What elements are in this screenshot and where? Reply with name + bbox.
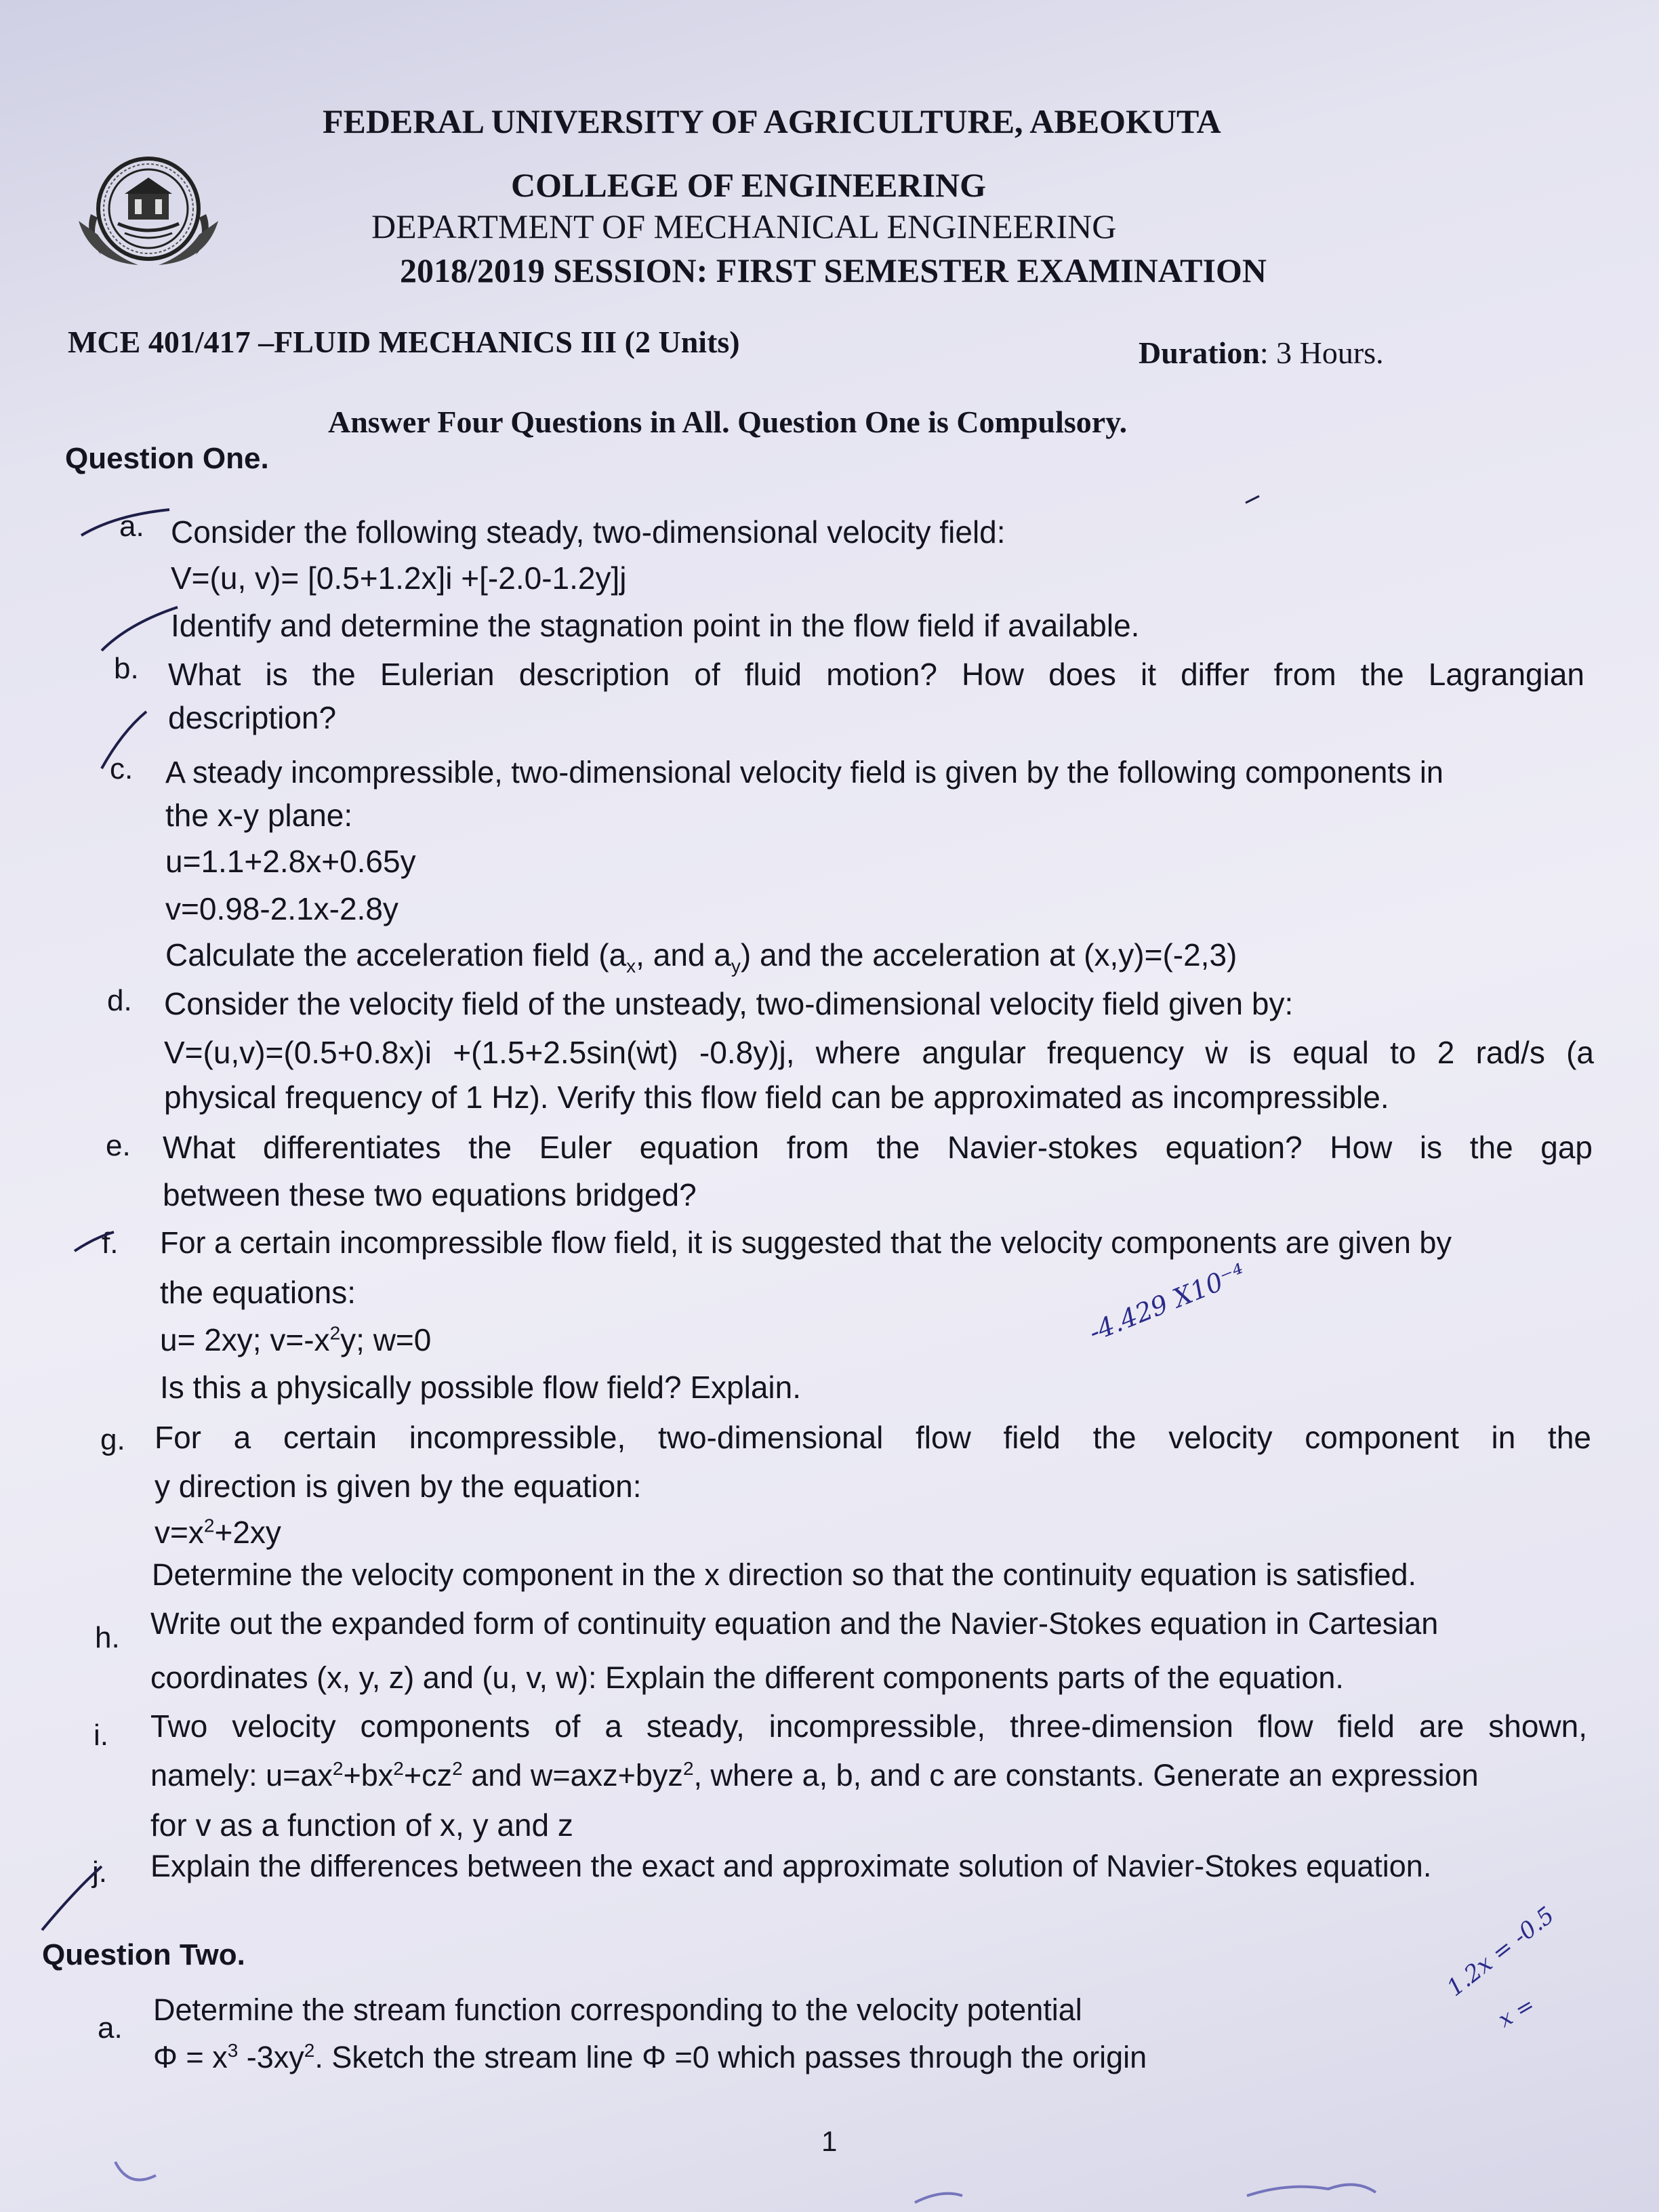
handwritten-note: 1.2x = -0.5 — [1441, 1902, 1560, 2002]
handwritten-note: x = — [1494, 1991, 1539, 2033]
college-name: COLLEGE OF ENGINEERING — [511, 166, 987, 204]
question-one-title: Question One. — [65, 442, 269, 475]
question-two-title: Question Two. — [42, 1938, 245, 1971]
q1-g-equation: $v=x^2+2xy$ — [155, 1515, 281, 1550]
q1-h-label: h. — [95, 1621, 120, 1654]
q2-a-equation: $\Phi = x^3$ $-3xy^2$. Sketch the stream line Φ =0 which passes through the origin — [153, 2040, 1147, 2074]
q1-c-u-equation: u=1.1+2.8x+0.65y — [165, 844, 416, 879]
duration-value: : 3 Hours. — [1259, 335, 1384, 370]
course-title: MCE 401/417 –FLUID MECHANICS III (2 Units) — [68, 325, 740, 359]
q1-j-label: j. — [92, 1856, 107, 1889]
q1-f-text: For a certain incompressible flow field, it is suggested that the velocity components are given by — [160, 1225, 1452, 1260]
q1-d-text-3: physical frequency of 1 Hz). Verify this flow field can be approximated as incompressible. — [164, 1080, 1389, 1115]
q1-j-text: Explain the differences between the exact and approximate solution of Navier-Stokes equation. — [150, 1849, 1432, 1883]
university-name: FEDERAL UNIVERSITY OF AGRICULTURE, ABEOKUTA — [323, 102, 1221, 140]
q1-a-label: a. — [119, 510, 144, 543]
q1-i-text: Two velocity components of a steady, incompressible, three-dimension flow field are shown, — [150, 1708, 1587, 1744]
handwritten-note: -4.429 X10⁻⁴ — [1084, 1257, 1250, 1348]
q1-i-task: for v as a function of x, y and z — [150, 1807, 573, 1843]
q1-g-task: Determine the velocity component in the x direction so that the continuity equation is satisfied. — [152, 1557, 1417, 1592]
page-number: 1 — [821, 2125, 838, 2157]
duration-label: Duration — [1139, 335, 1260, 370]
q1-b-label: b. — [114, 652, 139, 685]
q1-f-equation: u= 2xy; $v=-x^2y$; w=0 — [160, 1322, 432, 1357]
q1-e-text-2: between these two equations bridged? — [163, 1177, 697, 1212]
q1-g-label: g. — [100, 1423, 125, 1456]
q1-f-task: Is this a physically possible flow field? Explain. — [160, 1370, 802, 1405]
session-title: 2018/2019 SESSION: FIRST SEMESTER EXAMINATION — [400, 251, 1267, 289]
q1-h-text-2: coordinates (x, y, z) and (u, v, w): Explain the different components parts of the equation. — [150, 1660, 1344, 1695]
q1-f-label: f. — [102, 1227, 119, 1260]
q1-c-v-equation: v=0.98-2.1x-2.8y — [165, 891, 398, 926]
q1-a-text: Consider the following steady, two-dimensional velocity field: — [171, 514, 1006, 550]
q1-b-text-2: description? — [168, 700, 337, 735]
q1-i-label: i. — [94, 1719, 108, 1752]
q1-f-text-2: the equations: — [160, 1275, 356, 1310]
q1-c-text: A steady incompressible, two-dimensional velocity field is given by the following components in — [165, 755, 1443, 790]
q2-a-text: Determine the stream function corresponding to the velocity potential — [153, 1992, 1082, 2027]
q1-d-label: d. — [107, 984, 132, 1017]
q1-g-text: For a certain incompressible, two-dimensional flow field the velocity component in the — [155, 1420, 1591, 1455]
q1-a-equation: V=(u, v)= [0.5+1.2x]i +[-2.0-1.2y]j — [171, 560, 627, 596]
exam-instruction: Answer Four Questions in All. Question One is Compulsory. — [328, 405, 1128, 439]
q1-a-task: Identify and determine the stagnation point in the flow field if available. — [171, 608, 1140, 643]
q2-a-label: a. — [98, 2011, 123, 2045]
q1-d-text: Consider the velocity field of the unsteady, two-dimensional velocity field given by: — [164, 986, 1294, 1021]
q1-d-equation: V=(u,v)=(0.5+0.8x)i +(1.5+2.5sin(ẇt) -0.8y)j, where angular frequency ẇ is equal to 2 rad/s (a — [164, 1035, 1594, 1070]
q1-e-text: What differentiates the Euler equation from the Navier-stokes equation? How is the gap — [163, 1130, 1593, 1165]
q1-g-text-2: y direction is given by the equation: — [155, 1469, 642, 1504]
q1-c-text-2: the x-y plane: — [165, 798, 353, 833]
q1-b-text: What is the Eulerian description of fluid motion? How does it differ from the Lagrangian — [168, 657, 1584, 692]
q1-e-label: e. — [106, 1129, 131, 1162]
q1-c-label: c. — [110, 752, 134, 785]
q1-c-task: Calculate the acceleration field ($a_x$, and $a_y$) and the acceleration at (x,y)=(-2,3) — [165, 937, 1237, 977]
q1-h-text: Write out the expanded form of continuity equation and the Navier-Stokes equation in Cartesian — [150, 1606, 1439, 1641]
q1-i-equations: namely: $u=ax^2+bx^2+cz^2$ and w=axz+byz$^2$, where a, b, and c are constants. Generate an expression — [150, 1758, 1479, 1793]
department-name: DEPARTMENT OF MECHANICAL ENGINEERING — [371, 207, 1117, 245]
